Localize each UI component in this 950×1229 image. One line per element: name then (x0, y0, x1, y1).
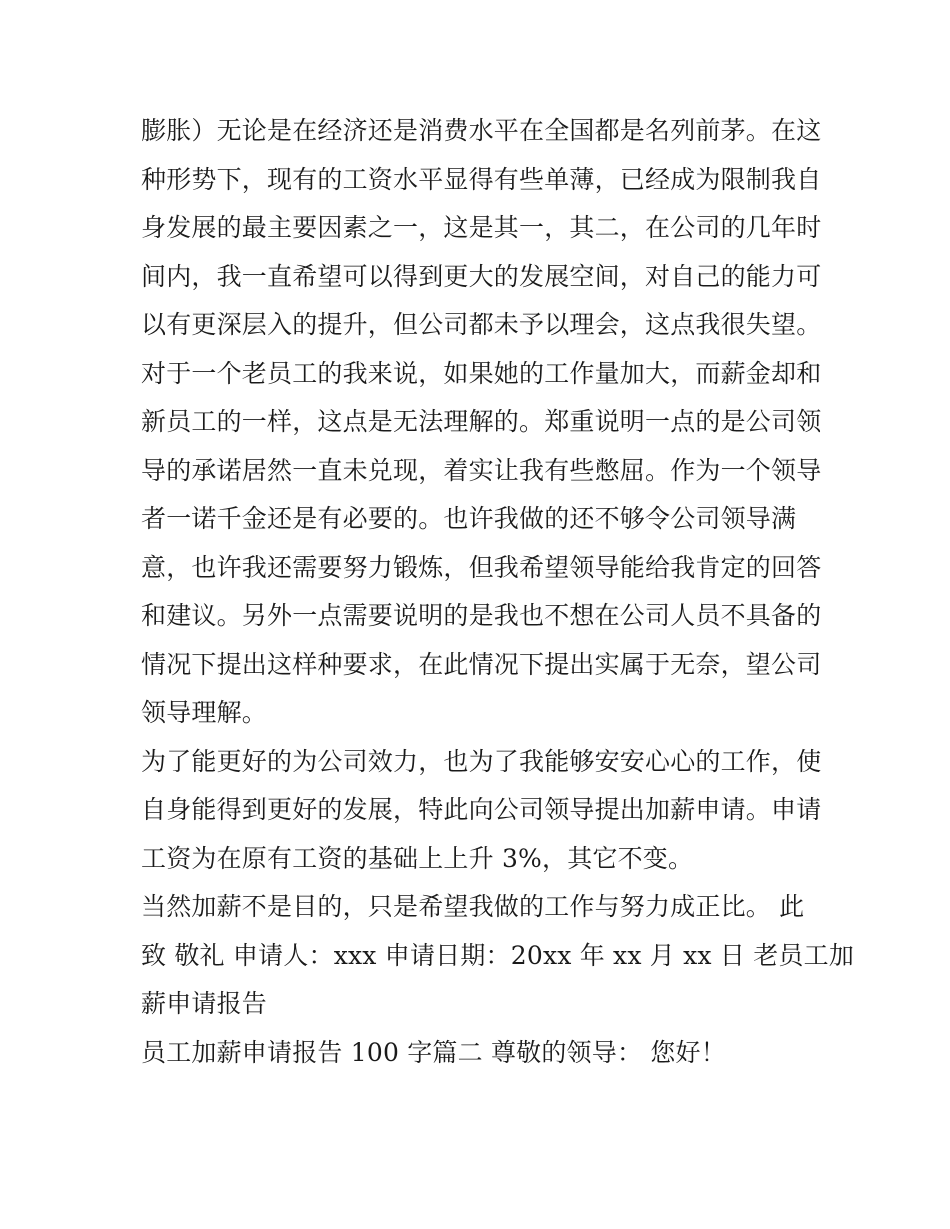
document-body (141, 107, 855, 1077)
text-line: 领导理解。 (141, 698, 268, 727)
text-line: 导的承诺居然一直未兑现，着实让我有些憋屈。作为一个领导 (141, 455, 822, 485)
text-line: 以有更深层入的提升，但公司都未予以理会，这点我很失望。 (141, 310, 822, 339)
text-line: 薪申请报告 (141, 989, 268, 1018)
text-line: 和建议。另外一点需要说明的是我也不想在公司人员不具备的 (141, 601, 822, 630)
text-line: 员工加薪申请报告 100 字篇二 尊敬的领导： 您好！ (141, 1037, 726, 1067)
text-line: 自身能得到更好的发展，特此向公司领导提出加薪申请。申请 (141, 795, 822, 824)
text-line: 新员工的一样，这点是无法理解的。郑重说明一点的是公司领 (141, 407, 822, 436)
text-line: 致 敬礼 申请人：xxx 申请日期：20xx 年 xx 月 xx 日 老员工加 (141, 940, 855, 970)
text-line: 工资为在原有工资的基础上上升 3%，其它不变。 (141, 843, 694, 873)
text-line: 情况下提出这样种要求，在此情况下提出实属于无奈，望公司 (141, 649, 822, 679)
text-line: 者一诺千金还是有必要的。也许我做的还不够令公司领导满 (141, 504, 797, 533)
text-line: 对于一个老员工的我来说，如果她的工作量加大，而薪金却和 (141, 358, 822, 388)
text-line: 间内，我一直希望可以得到更大的发展空间，对自己的能力可 (141, 261, 822, 291)
text-line: 为了能更好的为公司效力，也为了我能够安安心心的工作，使 (141, 746, 822, 776)
text-line: 种形势下，现有的工资水平显得有些单薄，已经成为限制我自 (141, 164, 822, 194)
text-line: 膨胀）无论是在经济还是消费水平在全国都是名列前茅。在这 (141, 116, 822, 145)
text-line: 意，也许我还需要努力锻炼，但我希望领导能给我肯定的回答 (141, 552, 822, 582)
text-line: 当然加薪不是目的，只是希望我做的工作与努力成正比。 此 (141, 892, 805, 921)
text-line: 身发展的最主要因素之一，这是其一，其二，在公司的几年时 (141, 213, 822, 242)
